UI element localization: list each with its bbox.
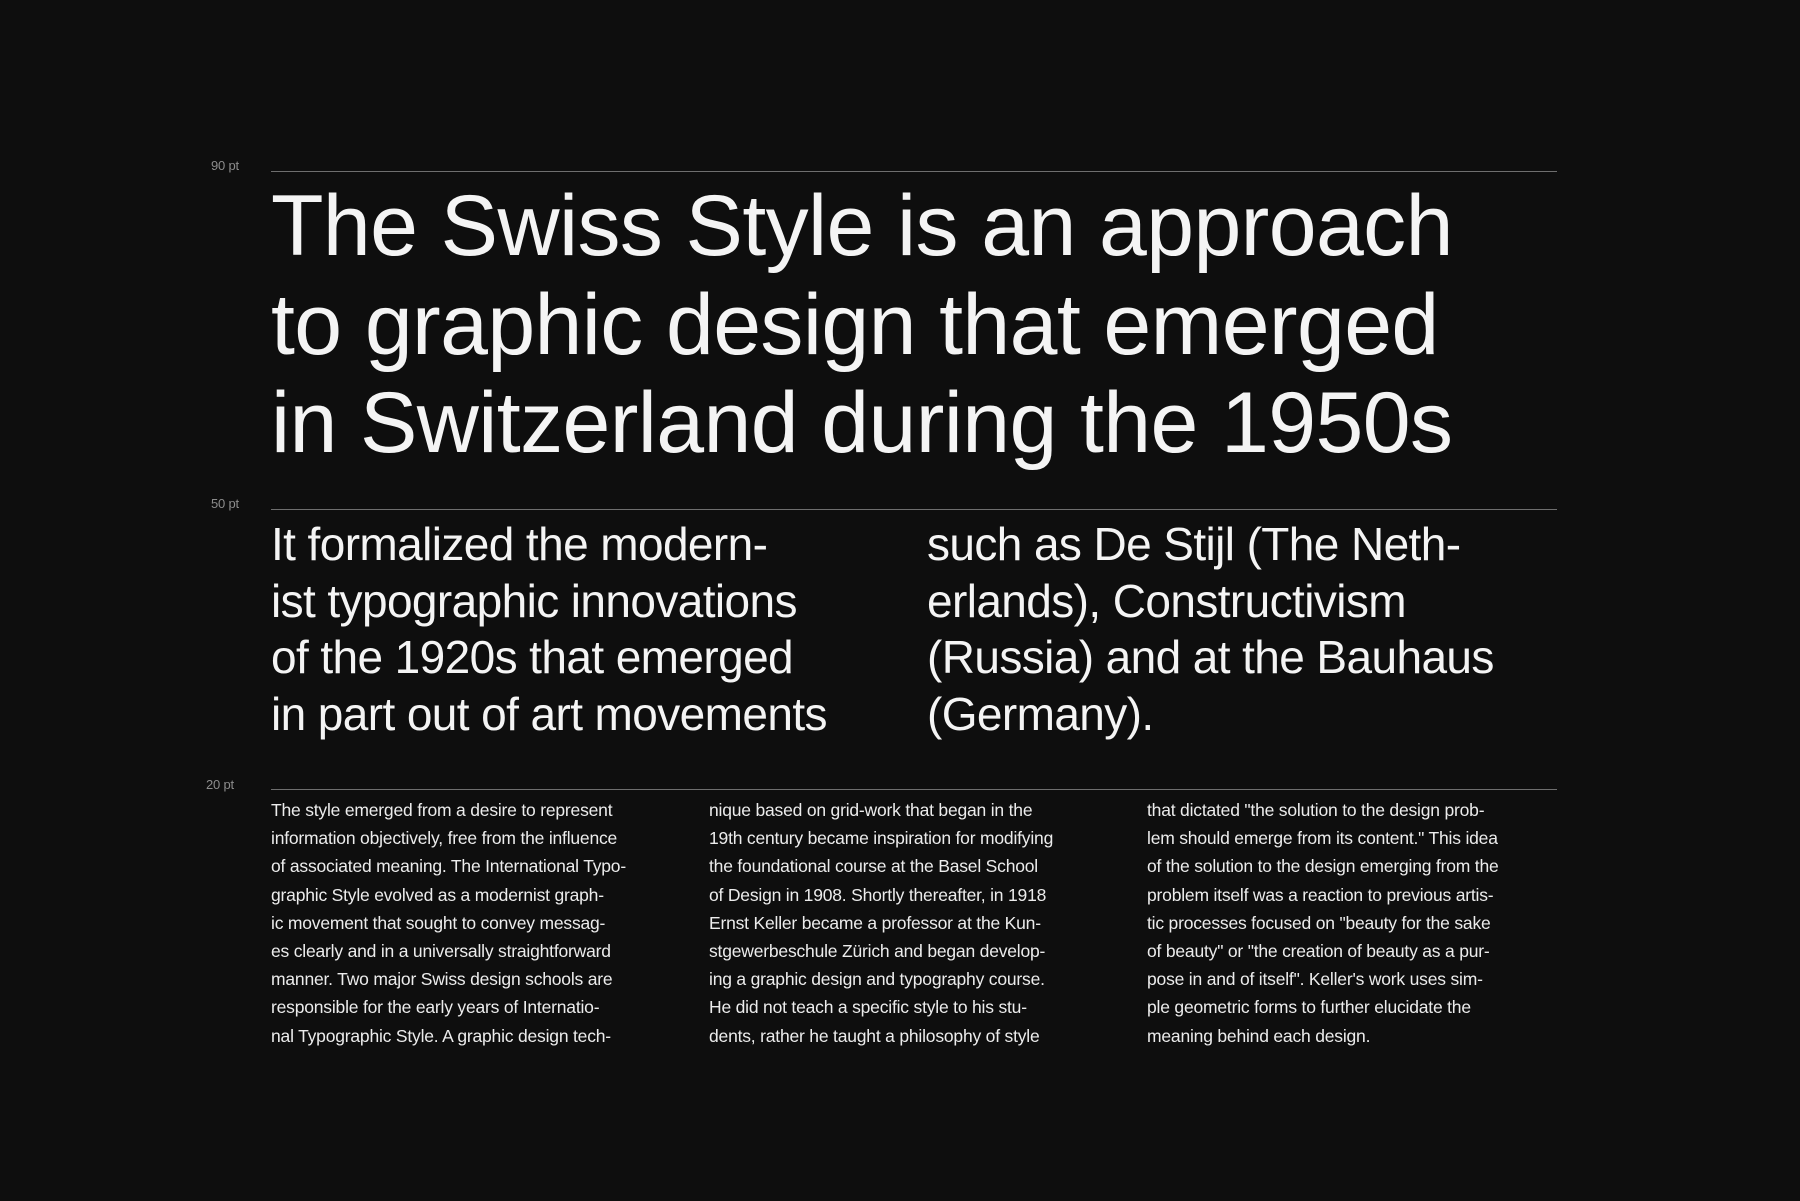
body-line: He did not teach a specific style to his stu- bbox=[709, 997, 1027, 1018]
body-line: es clearly and in a universally straightforward bbox=[271, 941, 611, 962]
body-line: nique based on grid-work that began in the bbox=[709, 800, 1033, 820]
body-20pt-column-3 bbox=[1147, 796, 1499, 1050]
heading-line: to graphic design that emerged bbox=[271, 276, 1439, 373]
divider-50pt bbox=[271, 509, 1557, 510]
body-line: ic movement that sought to convey messag- bbox=[271, 912, 606, 933]
body-line: Ernst Keller became a professor at the Kun- bbox=[709, 912, 1041, 933]
body-line: responsible for the early years of Internatio- bbox=[271, 997, 600, 1018]
body-line: manner. Two major Swiss design schools are bbox=[271, 969, 613, 990]
body-line: that dictated "the solution to the design prob- bbox=[1147, 800, 1485, 820]
body-line: ple geometric forms to further elucidate the bbox=[1147, 997, 1471, 1018]
subheading-50pt-column-1 bbox=[271, 516, 827, 742]
divider-20pt bbox=[271, 789, 1557, 790]
divider-90pt bbox=[271, 171, 1557, 172]
size-label-20pt: 20 pt bbox=[206, 777, 234, 792]
body-line: lem should emerge from its content." This idea bbox=[1147, 828, 1498, 849]
body-line: of associated meaning. The International Typo- bbox=[271, 856, 626, 877]
body-line: the foundational course at the Basel School bbox=[709, 856, 1038, 877]
body-20pt-column-1 bbox=[271, 796, 626, 1050]
body-line: of the solution to the design emerging from the bbox=[1147, 856, 1499, 877]
size-label-90pt: 90 pt bbox=[211, 158, 239, 173]
body-line: information objectively, free from the influence bbox=[271, 828, 618, 849]
body-line: dents, rather he taught a philosophy of style bbox=[709, 1025, 1040, 1046]
body-20pt-column-2 bbox=[709, 796, 1053, 1050]
heading-line: in Switzerland during the 1950s bbox=[271, 375, 1453, 471]
subheading-line: of the 1920s that emerged bbox=[271, 631, 794, 683]
subheading-line: (Russia) and at the Bauhaus bbox=[927, 631, 1494, 683]
body-line: of Design in 1908. Shortly thereafter, in 1918 bbox=[709, 884, 1047, 905]
body-line: meaning behind each design. bbox=[1147, 1025, 1371, 1046]
heading-90pt bbox=[271, 177, 1453, 473]
subheading-50pt-column-2 bbox=[927, 516, 1494, 742]
body-line: The style emerged from a desire to represent bbox=[271, 800, 613, 820]
subheading-line: It formalized the modern- bbox=[271, 518, 768, 570]
body-line: of beauty" or "the creation of beauty as a pur- bbox=[1147, 941, 1490, 962]
body-line: tic processes focused on "beauty for the sake bbox=[1147, 912, 1491, 933]
body-line: ing a graphic design and typography course. bbox=[709, 969, 1045, 990]
body-line: 19th century became inspiration for modifying bbox=[709, 828, 1054, 849]
body-line: stgewerbeschule Zürich and began develop- bbox=[709, 941, 1046, 962]
subheading-line: ist typographic innovations bbox=[271, 574, 797, 627]
body-line: graphic Style evolved as a modernist graph- bbox=[271, 884, 604, 905]
subheading-line: in part out of art movements bbox=[271, 687, 827, 740]
subheading-line: erlands), Constructivism bbox=[927, 574, 1406, 627]
body-line: nal Typographic Style. A graphic design tech- bbox=[271, 1025, 611, 1046]
body-line: pose in and of itself". Keller's work uses sim- bbox=[1147, 969, 1483, 990]
size-label-50pt: 50 pt bbox=[211, 496, 239, 511]
body-line: problem itself was a reaction to previous artis- bbox=[1147, 884, 1494, 905]
subheading-line: such as De Stijl (The Neth- bbox=[927, 518, 1461, 570]
subheading-line: (Germany). bbox=[927, 687, 1154, 740]
heading-line: The Swiss Style is an approach bbox=[271, 178, 1453, 274]
